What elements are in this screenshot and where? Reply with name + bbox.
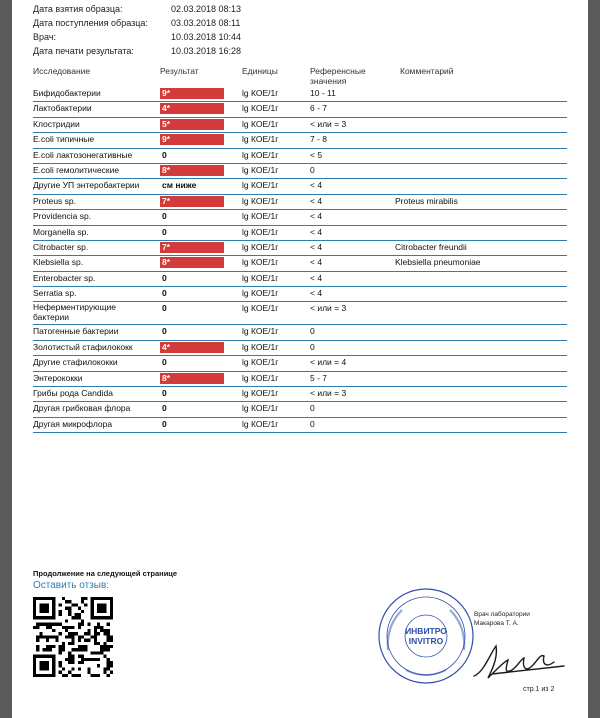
table-row: [33, 402, 567, 417]
feedback-link[interactable]: Оставить отзыв:: [33, 580, 110, 591]
reference-value: < или = 4: [310, 357, 347, 368]
study-name: Klebsiella sp.: [33, 257, 84, 268]
comment-value: Proteus mirabilis: [395, 195, 458, 206]
table-row: [33, 287, 567, 302]
table-row: [33, 210, 567, 225]
study-name: Providencia sp.: [33, 211, 92, 222]
result-value: 8*: [160, 165, 224, 176]
unit-value: lg КОЕ/1г: [242, 357, 279, 368]
study-name: Другие стафилококки: [33, 357, 118, 368]
study-name: Другие УП энтеробактерии: [33, 180, 140, 191]
table-row: [33, 325, 567, 340]
result-value: 0: [162, 357, 167, 368]
result-value: 7*: [160, 242, 224, 253]
unit-value: lg КОЕ/1г: [242, 149, 279, 160]
meta-label: Врач:: [33, 32, 57, 42]
svg-text:INVITRO: INVITRO: [408, 636, 444, 646]
unit-value: lg КОЕ/1г: [242, 403, 279, 414]
study-name: Serratia sp.: [33, 288, 77, 299]
doctor-name: Макарова Т. А.: [474, 620, 519, 627]
meta-value: 03.03.2018 08:11: [171, 18, 241, 28]
result-value: 0: [162, 226, 167, 237]
unit-value: lg КОЕ/1г: [242, 103, 279, 114]
reference-value: 10 - 11: [310, 88, 336, 98]
reference-value: < или = 3: [310, 303, 347, 314]
reference-value: 0: [310, 164, 315, 175]
reference-value: < 4: [310, 241, 323, 252]
reference-value: < или = 3: [310, 388, 347, 399]
table-row: [33, 133, 567, 148]
study-name: E.coli типичные: [33, 134, 95, 145]
meta-label: Дата поступления образца:: [33, 18, 148, 28]
result-value: 0: [162, 211, 167, 222]
reference-value: < 4: [310, 211, 323, 222]
result-value: 0: [162, 288, 167, 299]
table-row: [33, 195, 567, 210]
reference-value: 0: [310, 403, 315, 414]
unit-value: lg КОЕ/1г: [242, 134, 279, 145]
reference-value: 7 - 8: [310, 134, 328, 145]
table-row: [33, 87, 567, 102]
reference-value: < 4: [310, 272, 323, 283]
unit-value: lg КОЕ/1г: [242, 211, 279, 222]
qr-code-icon[interactable]: [33, 597, 113, 677]
reference-value: 0: [310, 418, 315, 429]
unit-value: lg КОЕ/1г: [242, 303, 279, 314]
study-name: Клостридии: [33, 118, 80, 129]
result-value: 4*: [160, 103, 224, 114]
meta-label: Дата печати результата:: [33, 46, 134, 56]
table-row: [33, 118, 567, 133]
unit-value: lg КОЕ/1г: [242, 164, 279, 175]
result-value: 7*: [160, 196, 224, 207]
reference-value: < 4: [310, 257, 323, 268]
unit-value: lg КОЕ/1г: [242, 341, 279, 352]
report-page: [12, 0, 588, 718]
table-row: [33, 418, 567, 433]
unit-value: lg КОЕ/1г: [242, 88, 279, 98]
header-units: Единицы: [242, 66, 278, 76]
reference-value: < 4: [310, 226, 323, 237]
comment-value: Citrobacter freundii: [395, 241, 467, 252]
results-table: [33, 87, 567, 433]
unit-value: lg КОЕ/1г: [242, 272, 279, 283]
table-row: [33, 341, 567, 356]
study-name: Лактобактерии: [33, 103, 92, 114]
header-reference: Референсные значения: [310, 66, 366, 86]
meta-value: 10.03.2018 10:44: [171, 32, 242, 42]
result-value: 9*: [160, 88, 224, 99]
study-name: Citrobacter sp.: [33, 241, 89, 252]
study-name: Другая микрофлора: [33, 418, 113, 429]
study-name: Энтерококки: [33, 372, 83, 383]
reference-value: 0: [310, 326, 315, 337]
unit-value: lg КОЕ/1г: [242, 195, 279, 206]
header-comment: Комментарий: [400, 66, 454, 76]
table-row: [33, 356, 567, 371]
result-value: см ниже: [162, 180, 197, 191]
signature-icon: [468, 636, 568, 688]
table-row: [33, 241, 567, 256]
study-name: Неферментирующие бактерии: [33, 302, 116, 322]
study-name: Бифидобактерии: [33, 88, 101, 98]
doctor-title: Врач лаборатории: [474, 611, 530, 618]
table-row: [33, 256, 567, 271]
table-row: [33, 302, 567, 325]
result-value: 0: [162, 418, 167, 429]
study-name: E.coli гемолитические: [33, 164, 120, 175]
stamp-icon: [376, 586, 476, 686]
result-value: 9*: [160, 134, 224, 145]
unit-value: lg КОЕ/1г: [242, 180, 279, 191]
study-name: E.coli лактозонегативные: [33, 149, 133, 160]
table-row: [33, 372, 567, 387]
unit-value: lg КОЕ/1г: [242, 226, 279, 237]
study-name: Enterobacter sp.: [33, 272, 96, 283]
reference-value: < или = 3: [310, 118, 347, 129]
study-name: Morganella sp.: [33, 226, 89, 237]
table-row: [33, 226, 567, 241]
unit-value: lg КОЕ/1г: [242, 288, 279, 299]
table-row: [33, 272, 567, 287]
unit-value: lg КОЕ/1г: [242, 257, 279, 268]
table-row: [33, 387, 567, 402]
result-value: 0: [162, 303, 167, 314]
unit-value: lg КОЕ/1г: [242, 118, 279, 129]
result-value: 0: [162, 272, 167, 283]
unit-value: lg КОЕ/1г: [242, 241, 279, 252]
result-value: 0: [162, 388, 167, 399]
meta-value: 10.03.2018 16:28: [171, 46, 242, 56]
result-value: 8*: [160, 257, 224, 268]
header-study: Исследование: [33, 66, 91, 76]
study-name: Грибы рода Candida: [33, 388, 113, 399]
result-value: 0: [162, 149, 167, 160]
result-value: 0: [162, 326, 167, 337]
continue-note: Продолжение на следующей странице: [33, 569, 178, 578]
header-result: Результат: [160, 66, 199, 76]
table-row: [33, 149, 567, 164]
reference-value: < 5: [310, 149, 323, 160]
reference-value: < 4: [310, 195, 323, 206]
study-name: Другая грибковая флора: [33, 403, 131, 414]
study-name: Золотистый стафилококк: [33, 341, 133, 352]
table-row: [33, 102, 567, 117]
svg-text:ИНВИТРО: ИНВИТРО: [405, 626, 447, 636]
meta-value: 02.03.2018 08:13: [171, 4, 242, 14]
result-value: 8*: [160, 373, 224, 384]
table-row: [33, 164, 567, 179]
doctor-block: [474, 610, 530, 628]
meta-label: Дата взятия образца:: [33, 4, 123, 14]
study-name: Proteus sp.: [33, 195, 76, 206]
comment-value: Klebsiella pneumoniae: [395, 257, 481, 268]
reference-value: 6 - 7: [310, 103, 328, 114]
unit-value: lg КОЕ/1г: [242, 326, 279, 337]
result-value: 4*: [160, 342, 224, 353]
reference-value: 5 - 7: [310, 372, 328, 383]
unit-value: lg КОЕ/1г: [242, 388, 279, 399]
table-row: [33, 179, 567, 194]
unit-value: lg КОЕ/1г: [242, 372, 279, 383]
page-number: стр.1 из 2: [523, 686, 555, 693]
reference-value: 0: [310, 341, 315, 352]
reference-value: < 4: [310, 180, 323, 191]
result-value: 5*: [160, 119, 224, 130]
study-name: Патогенные бактерии: [33, 326, 119, 337]
unit-value: lg КОЕ/1г: [242, 418, 279, 429]
reference-value: < 4: [310, 288, 323, 299]
result-value: 0: [162, 403, 167, 414]
